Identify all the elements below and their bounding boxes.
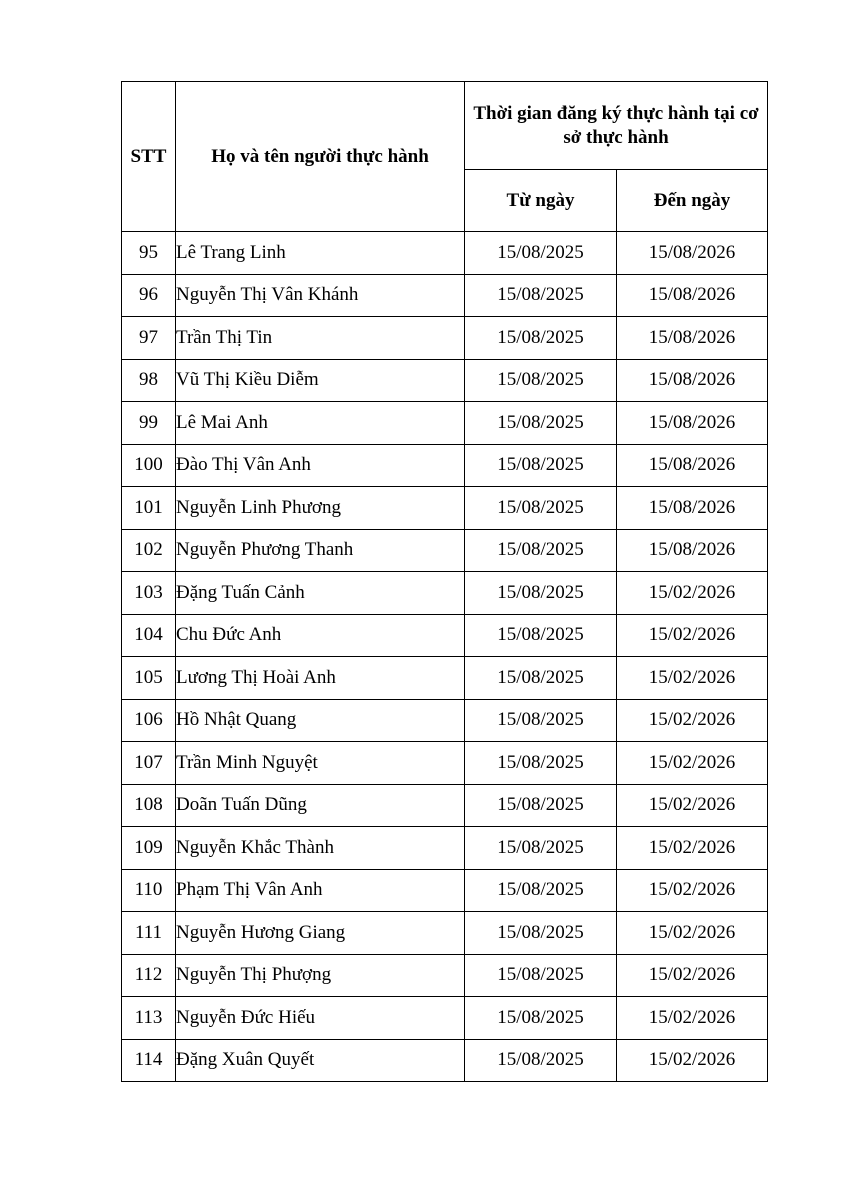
- row-stt-cell: 104: [122, 614, 176, 657]
- row-stt-cell: 109: [122, 827, 176, 870]
- row-name-cell: Nguyễn Phương Thanh: [176, 529, 465, 572]
- row-to-date-cell: 15/02/2026: [617, 699, 768, 742]
- table-row: [122, 614, 768, 657]
- table-row: [122, 784, 768, 827]
- row-stt-cell: 111: [122, 912, 176, 955]
- row-stt-cell: 112: [122, 954, 176, 997]
- row-to-date-cell: 15/02/2026: [617, 1039, 768, 1082]
- header-to-date: Đến ngày: [617, 170, 768, 232]
- table-row: [122, 742, 768, 785]
- row-from-date-cell: 15/08/2025: [465, 232, 617, 275]
- row-from-date-cell: 15/08/2025: [465, 614, 617, 657]
- row-to-date-cell: 15/02/2026: [617, 784, 768, 827]
- row-name-cell: Nguyễn Linh Phương: [176, 487, 465, 530]
- row-name-cell: Doãn Tuấn Dũng: [176, 784, 465, 827]
- row-to-date-cell: 15/08/2026: [617, 444, 768, 487]
- row-from-date-cell: 15/08/2025: [465, 869, 617, 912]
- row-to-date-cell: 15/08/2026: [617, 529, 768, 572]
- row-stt-cell: 110: [122, 869, 176, 912]
- table-row: [122, 1039, 768, 1082]
- table-row: [122, 232, 768, 275]
- row-name-cell: Lê Trang Linh: [176, 232, 465, 275]
- row-to-date-cell: 15/02/2026: [617, 614, 768, 657]
- row-to-date-cell: 15/02/2026: [617, 954, 768, 997]
- table-row: [122, 869, 768, 912]
- table-row: [122, 444, 768, 487]
- table-row: [122, 657, 768, 700]
- table-row: [122, 912, 768, 955]
- row-name-cell: Nguyễn Thị Vân Khánh: [176, 274, 465, 317]
- row-from-date-cell: 15/08/2025: [465, 912, 617, 955]
- header-stt: STT: [122, 82, 176, 232]
- row-stt-cell: 103: [122, 572, 176, 615]
- row-from-date-cell: 15/08/2025: [465, 402, 617, 445]
- row-from-date-cell: 15/08/2025: [465, 997, 617, 1040]
- row-name-cell: Trần Thị Tin: [176, 317, 465, 360]
- table-row: [122, 487, 768, 530]
- row-to-date-cell: 15/02/2026: [617, 827, 768, 870]
- practice-registration-table: [121, 81, 768, 1082]
- row-name-cell: Nguyễn Thị Phượng: [176, 954, 465, 997]
- row-from-date-cell: 15/08/2025: [465, 954, 617, 997]
- row-to-date-cell: 15/02/2026: [617, 869, 768, 912]
- row-stt-cell: 100: [122, 444, 176, 487]
- row-from-date-cell: 15/08/2025: [465, 572, 617, 615]
- row-to-date-cell: 15/08/2026: [617, 359, 768, 402]
- row-name-cell: Lê Mai Anh: [176, 402, 465, 445]
- table-row: [122, 827, 768, 870]
- row-stt-cell: 96: [122, 274, 176, 317]
- table-row: [122, 274, 768, 317]
- row-to-date-cell: 15/02/2026: [617, 657, 768, 700]
- row-stt-cell: 101: [122, 487, 176, 530]
- row-name-cell: Hồ Nhật Quang: [176, 699, 465, 742]
- table-row: [122, 317, 768, 360]
- row-from-date-cell: 15/08/2025: [465, 827, 617, 870]
- row-stt-cell: 107: [122, 742, 176, 785]
- row-name-cell: Nguyễn Khắc Thành: [176, 827, 465, 870]
- row-to-date-cell: 15/02/2026: [617, 742, 768, 785]
- table-body: [122, 232, 768, 1082]
- row-to-date-cell: 15/08/2026: [617, 232, 768, 275]
- header-from-date: Từ ngày: [465, 170, 617, 232]
- row-stt-cell: 108: [122, 784, 176, 827]
- row-to-date-cell: 15/02/2026: [617, 572, 768, 615]
- row-from-date-cell: 15/08/2025: [465, 317, 617, 360]
- row-name-cell: Phạm Thị Vân Anh: [176, 869, 465, 912]
- row-from-date-cell: 15/08/2025: [465, 657, 617, 700]
- row-name-cell: Đặng Xuân Quyết: [176, 1039, 465, 1082]
- row-stt-cell: 114: [122, 1039, 176, 1082]
- row-name-cell: Đặng Tuấn Cảnh: [176, 572, 465, 615]
- table-row: [122, 402, 768, 445]
- row-from-date-cell: 15/08/2025: [465, 699, 617, 742]
- row-from-date-cell: 15/08/2025: [465, 742, 617, 785]
- table-row: [122, 359, 768, 402]
- table-header: [122, 82, 768, 232]
- row-to-date-cell: 15/08/2026: [617, 402, 768, 445]
- row-from-date-cell: 15/08/2025: [465, 784, 617, 827]
- table-row: [122, 954, 768, 997]
- row-from-date-cell: 15/08/2025: [465, 274, 617, 317]
- row-stt-cell: 105: [122, 657, 176, 700]
- table-row: [122, 997, 768, 1040]
- header-period: [465, 82, 768, 170]
- row-stt-cell: 102: [122, 529, 176, 572]
- row-name-cell: Chu Đức Anh: [176, 614, 465, 657]
- row-name-cell: Lương Thị Hoài Anh: [176, 657, 465, 700]
- row-from-date-cell: 15/08/2025: [465, 487, 617, 530]
- table-row: [122, 572, 768, 615]
- header-name: Họ và tên người thực hành: [176, 82, 465, 232]
- row-from-date-cell: 15/08/2025: [465, 444, 617, 487]
- table-row: [122, 699, 768, 742]
- header-row-top: [122, 82, 768, 170]
- row-name-cell: Vũ Thị Kiều Diễm: [176, 359, 465, 402]
- row-name-cell: Trần Minh Nguyệt: [176, 742, 465, 785]
- row-to-date-cell: 15/08/2026: [617, 274, 768, 317]
- row-stt-cell: 95: [122, 232, 176, 275]
- row-from-date-cell: 15/08/2025: [465, 359, 617, 402]
- row-name-cell: Nguyễn Hương Giang: [176, 912, 465, 955]
- row-stt-cell: 106: [122, 699, 176, 742]
- row-name-cell: Nguyễn Đức Hiếu: [176, 997, 465, 1040]
- row-name-cell: Đào Thị Vân Anh: [176, 444, 465, 487]
- row-to-date-cell: 15/02/2026: [617, 997, 768, 1040]
- header-period-label: Thời gian đăng ký thực hành tại cơ sở thực hành: [473, 102, 759, 148]
- row-stt-cell: 99: [122, 402, 176, 445]
- row-to-date-cell: 15/08/2026: [617, 317, 768, 360]
- row-from-date-cell: 15/08/2025: [465, 1039, 617, 1082]
- row-to-date-cell: 15/08/2026: [617, 487, 768, 530]
- row-stt-cell: 97: [122, 317, 176, 360]
- table-row: [122, 529, 768, 572]
- row-from-date-cell: 15/08/2025: [465, 529, 617, 572]
- row-stt-cell: 98: [122, 359, 176, 402]
- row-stt-cell: 113: [122, 997, 176, 1040]
- row-to-date-cell: 15/02/2026: [617, 912, 768, 955]
